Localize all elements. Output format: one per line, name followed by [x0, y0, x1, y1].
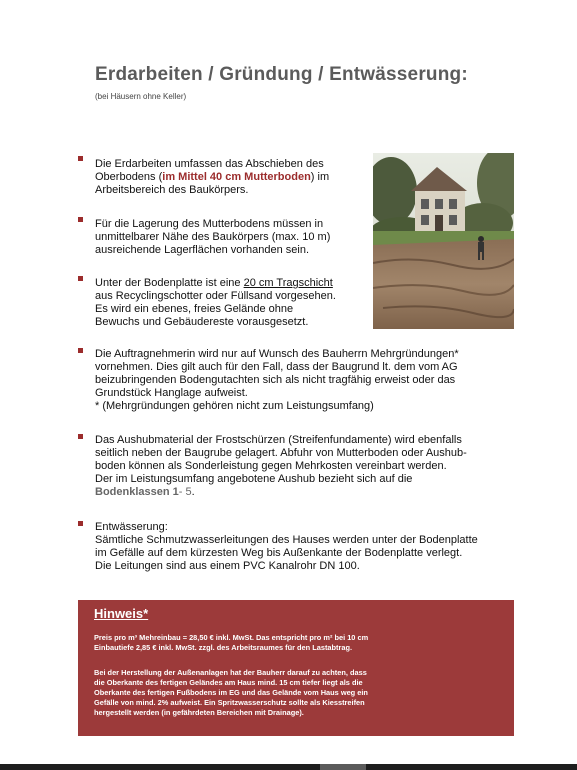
highlighted-text-run: Bodenklassen 1 [95, 486, 179, 498]
paragraph-line [95, 244, 330, 257]
text-run: Das Aushubmaterial der Frostschürzen (Streifenfundamente) wird ebenfalls [95, 434, 462, 446]
paragraph-line [95, 387, 459, 400]
page-subtitle: (bei Häusern ohne Keller) [95, 92, 187, 101]
hinweis-title: Hinweis* [94, 606, 149, 621]
bullet-marker [78, 156, 83, 161]
paragraph-erdarbeiten [95, 158, 329, 197]
text-run: Die Auftragnehmerin wird nur auf Wunsch des Bauherrn Mehrgründungen* [95, 348, 459, 360]
text-run: vornehmen. Dies gilt auch für den Fall, dass der Baugrund lt. dem vom AG [95, 361, 458, 373]
paragraph-line [95, 434, 467, 447]
hinweis-box [78, 600, 514, 736]
paragraph-line [95, 447, 467, 460]
paragraph-line [95, 171, 329, 184]
paragraph-line [95, 348, 459, 361]
hinweis-line: Gefälle von mind. 2% aufweist. Ein Spritzwasserschutz sollte als Kiesstreifen [94, 698, 365, 707]
paragraph-line [95, 231, 330, 244]
text-run: beizubringenden Bodengutachten sich als nicht tragfähig erweist oder das [95, 374, 456, 386]
hinweis-price-text [94, 633, 498, 653]
paragraph-line [95, 560, 478, 573]
highlighted-text-run: im Mittel 40 cm Mutterboden [162, 171, 311, 183]
text-run: Entwässerung: [95, 521, 168, 533]
text-run: Die Erdarbeiten umfassen das Abschieben des [95, 158, 324, 170]
toolbar-segment [320, 764, 366, 770]
text-run: Oberbodens ( [95, 171, 163, 183]
paragraph-line [95, 218, 330, 231]
paragraph-line [95, 460, 467, 473]
text-run: Der im Leistungsumfang angebotene Aushub bezieht sich auf die [95, 473, 413, 485]
text-run: * (Mehrgründungen gehören nicht zum Leistungsumfang) [95, 400, 374, 412]
hinweis-aussenanlagen-text [94, 668, 498, 718]
paragraph-line [95, 473, 467, 486]
hinweis-line: hergestellt werden (in gefährdeten Bereichen mit Drainage). [94, 708, 304, 717]
text-run: seitlich neben der Baugrube gelagert. Abfuhr von Mutterboden oder Aushub- [95, 447, 467, 459]
hinweis-line: Einbautiefe 2,85 € inkl. MwSt. zzgl. des Arbeitsraumes für den Lastabtrag. [94, 643, 353, 652]
text-run: aus Recyclingschotter oder Füllsand vorgesehen. [95, 290, 336, 302]
paragraph-line [95, 290, 336, 303]
paragraph-mehrgruendungen [95, 348, 459, 413]
paragraph-line [95, 316, 336, 329]
hinweis-line: Oberkante des fertigen Fußbodens im EG und das Gelände vom Haus weg ein [94, 688, 368, 697]
hinweis-line: die Oberkante des fertigen Geländes am Haus mind. 15 cm tiefer liegt als die [94, 678, 363, 687]
text-run: boden können als Sonderleistung gegen Mehrkosten vereinbart werden. [95, 460, 447, 472]
bullet-marker [78, 521, 83, 526]
paragraph-line [95, 184, 329, 197]
bullet-marker [78, 348, 83, 353]
highlighted-text-run: 20 cm Tragschicht [243, 277, 333, 289]
paragraph-aushubmaterial [95, 434, 467, 499]
text-run: Für die Lagerung des Mutterbodens müssen in [95, 218, 324, 230]
page-title: Erdarbeiten / Gründung / Entwässerung: [95, 64, 468, 85]
paragraph-line [95, 158, 329, 171]
text-run: ausreichende Lagerflächen vorhanden sein. [95, 244, 310, 256]
paragraph-line [95, 303, 336, 316]
paragraph-line [95, 486, 467, 499]
text-run: Bewuchs und Gebäudereste vorausgesetzt. [95, 316, 309, 328]
paragraph-line [95, 534, 478, 547]
text-run: Es wird ein ebenes, freies Gelände ohne [95, 303, 294, 315]
construction-site-photo [373, 153, 514, 329]
paragraph-lagerung [95, 218, 330, 257]
paragraph-line [95, 547, 478, 560]
paragraph-line [95, 361, 459, 374]
text-run: Unter der Bodenplatte ist eine [95, 277, 244, 289]
bullet-marker [78, 434, 83, 439]
paragraph-entwaesserung [95, 521, 478, 573]
text-run: Grundstück Hanglage aufweist. [95, 387, 248, 399]
paragraph-line [95, 521, 478, 534]
hinweis-line: Bei der Herstellung der Außenanlagen hat der Bauherr darauf zu achten, dass [94, 668, 367, 677]
bullet-marker [78, 276, 83, 281]
paragraph-tragschicht [95, 277, 336, 329]
highlighted-text-run: - 5 [178, 486, 192, 498]
bottom-toolbar [0, 764, 577, 770]
paragraph-line [95, 277, 336, 290]
text-run: Die Leitungen sind aus einem PVC Kanalrohr DN 100. [95, 560, 360, 572]
text-run: unmittelbarer Nähe des Baukörpers (max. 10 m) [95, 231, 331, 243]
text-run: ) im [310, 171, 330, 183]
paragraph-line [95, 374, 459, 387]
hinweis-line: Preis pro m³ Mehreinbau = 28,50 € inkl. MwSt. Das entspricht pro m² bei 10 cm [94, 633, 369, 642]
text-run: Arbeitsbereich des Baukörpers. [95, 184, 249, 196]
text-run: . [191, 486, 195, 498]
text-run: Sämtliche Schmutzwasserleitungen des Hauses werden unter der Bodenplatte [95, 534, 478, 546]
bullet-marker [78, 217, 83, 222]
text-run: im Gefälle auf dem kürzesten Weg bis Außenkante der Bodenplatte verlegt. [95, 547, 463, 559]
paragraph-line [95, 400, 459, 413]
